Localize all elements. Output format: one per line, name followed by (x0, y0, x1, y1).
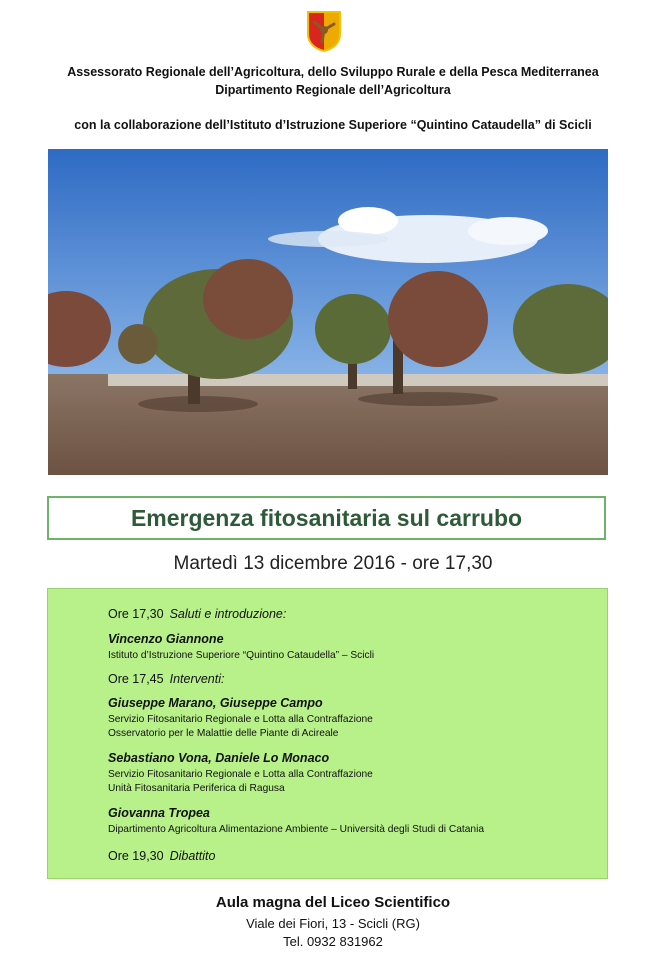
header-collaborazione: con la collaborazione dell’Istituto d’Istruzione Superiore “Quintino Cataudella” di Scicli (74, 118, 592, 132)
session-label: Saluti e introduzione: (169, 607, 287, 621)
session-2 (108, 670, 224, 688)
session-time: Ore 17,45 (108, 672, 164, 686)
venue-name: Aula magna del Liceo Scientifico (215, 894, 451, 911)
program-box (47, 588, 608, 879)
speaker-affiliation: Servizio Fitosanitario Regionale e Lotta alla Contraffazione (108, 714, 373, 725)
speaker-affiliation: Unità Fitosanitaria Periferica di Ragusa (108, 783, 285, 794)
event-title-box (47, 496, 606, 540)
speaker-name: Sebastiano Vona, Daniele Lo Monaco (108, 751, 330, 765)
session-label: Interventi: (169, 672, 225, 686)
sicily-emblem-icon (306, 10, 342, 52)
speaker-affiliation: Osservatorio per le Malattie delle Piante di Acireale (108, 728, 339, 739)
speaker-name: Giuseppe Marano, Giuseppe Campo (108, 696, 323, 710)
carob-trees-photo (48, 149, 608, 475)
session-time: Ore 19,30 (108, 849, 164, 863)
session-3 (108, 847, 215, 865)
session-label: Dibattito (169, 849, 216, 863)
session-1 (108, 605, 286, 623)
session-time: Ore 17,30 (108, 607, 164, 621)
speaker-name: Vincenzo Giannone (108, 632, 224, 646)
event-date: Martedì 13 dicembre 2016 - ore 17,30 (173, 553, 493, 574)
speaker-name: Giovanna Tropea (108, 806, 210, 820)
header-assessorato: Assessorato Regionale dell’Agricoltura, dello Sviluppo Rurale e della Pesca Mediterranea (67, 65, 599, 79)
venue-phone: Tel. 0932 831962 (283, 934, 383, 949)
speaker-affiliation: Dipartimento Agricoltura Alimentazione Ambiente – Università degli Studi di Catania (108, 824, 485, 835)
header-dipartimento: Dipartimento Regionale dell’Agricoltura (215, 83, 451, 97)
speaker-affiliation: Istituto d’Istruzione Superiore “Quintino Cataudella” – Scicli (108, 650, 375, 661)
speaker-affiliation: Servizio Fitosanitario Regionale e Lotta alla Contraffazione (108, 769, 373, 780)
event-title: Emergenza fitosanitaria sul carrubo (130, 504, 523, 531)
venue-address: Viale dei Fiori, 13 - Scicli (RG) (246, 916, 420, 931)
